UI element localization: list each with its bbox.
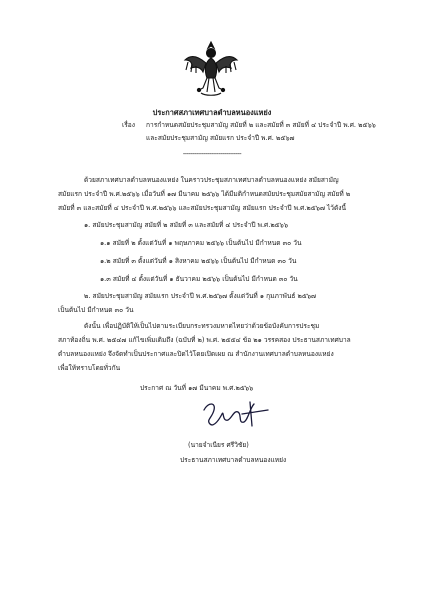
item-2-line-2: เป็นต้นไป มีกำหนด ๓๐ วัน	[58, 306, 134, 314]
announcement-date: ประกาศ ณ วันที่ ๑๗ มีนาคม พ.ศ.๒๕๖๖	[140, 384, 254, 392]
subject-line-2: และสมัยประชุมสามัญ สมัยแรก ประจำปี พ.ศ. ๒๕๖๗	[146, 134, 295, 142]
document-title: ประกาศสภาเทศบาลตำบลหนองแหย่ง	[152, 108, 272, 117]
item-1-2: ๑.๒ สมัยที่ ๓ ตั้งแต่วันที่ ๑ สิงหาคม ๒๕๖๖ เป็นต้นไป มีกำหนด ๓๐ วัน	[100, 257, 297, 265]
paragraph-1-line-3: สมัยที่ ๓ และสมัยที่ ๔ ประจำปี พ.ศ.๒๕๖๖ และสมัยประชุมสามัญ สมัยแรก ประจำปี พ.ศ.๒๕๖๗ ไว้ดังนี้	[58, 204, 347, 212]
paragraph-2-line-4: เพื่อให้ทราบโดยทั่วกัน	[58, 364, 121, 372]
subject-line-1: การกำหนดสมัยประชุมสามัญ สมัยที่ ๒ และสมัยที่ ๓ สมัยที่ ๔ ประจำปี พ.ศ. ๒๕๖๖	[146, 121, 376, 129]
divider-line: -------------------------------	[182, 150, 242, 158]
handwritten-signature	[198, 396, 276, 436]
paragraph-1-line-1: ด้วยสภาเทศบาลตำบลหนองแหย่ง ในคราวประชุมสภาเทศบาลตำบลหนองแหย่ง สมัยสามัญ	[84, 176, 339, 184]
item-2-line-1: ๒. สมัยประชุมสามัญ สมัยแรก ประจำปี พ.ศ.๒๕๖๗ ตั้งแต่วันที่ ๑ กุมภาพันธ์ ๒๕๖๗	[84, 292, 316, 300]
item-1: ๑. สมัยประชุมสามัญ สมัยที่ ๒ สมัยที่ ๓ และสมัยที่ ๔ ประจำปี พ.ศ.๒๕๖๖	[84, 221, 289, 229]
garuda-emblem-icon	[183, 38, 239, 98]
subject-prefix: เรื่อง	[122, 121, 135, 129]
item-1-3: ๑.๓ สมัยที่ ๔ ตั้งแต่วันที่ ๑ ธันวาคม ๒๕๖๖ เป็นต้นไป มีกำหนด ๓๐ วัน	[100, 275, 298, 283]
signer-position: ประธานสภาเทศบาลตำบลหนองแหย่ง	[180, 456, 287, 464]
item-1-1: ๑.๑ สมัยที่ ๒ ตั้งแต่วันที่ ๑ พฤษภาคม ๒๕๖๖ เป็นต้นไป มีกำหนด ๓๐ วัน	[100, 239, 302, 247]
signer-name: (นายจำเนียร ศรีวิชัย)	[188, 441, 249, 449]
paragraph-1-line-2: สมัยแรก ประจำปี พ.ศ.๒๕๖๖ เมื่อวันที่ ๑๗ มีนาคม ๒๕๖๖ ได้มีมติกำหนดสมัยประชุมสมัยสามัญ สมัยที่ ๒	[58, 190, 351, 198]
paragraph-2-line-3: ตำบลหนองแหย่ง จึงจัดทำเป็นประกาศและปิดไว้โดยเปิดเผย ณ สำนักงานเทศบาลตำบลหนองแหย่ง	[58, 350, 334, 358]
paragraph-2-line-2: สภาท้องถิ่น พ.ศ. ๒๕๔๗ แก้ไขเพิ่มเติมถึง (ฉบับที่ ๒) พ.ศ. ๒๕๕๔ ข้อ ๒๑ วรรคสอง ประธานสภาเทศบาล	[58, 336, 351, 344]
paragraph-2-line-1: ดังนั้น เพื่อปฏิบัติให้เป็นไปตามระเบียบกระทรวงมหาดไทยว่าด้วยข้อบังคับการประชุม	[84, 322, 320, 330]
